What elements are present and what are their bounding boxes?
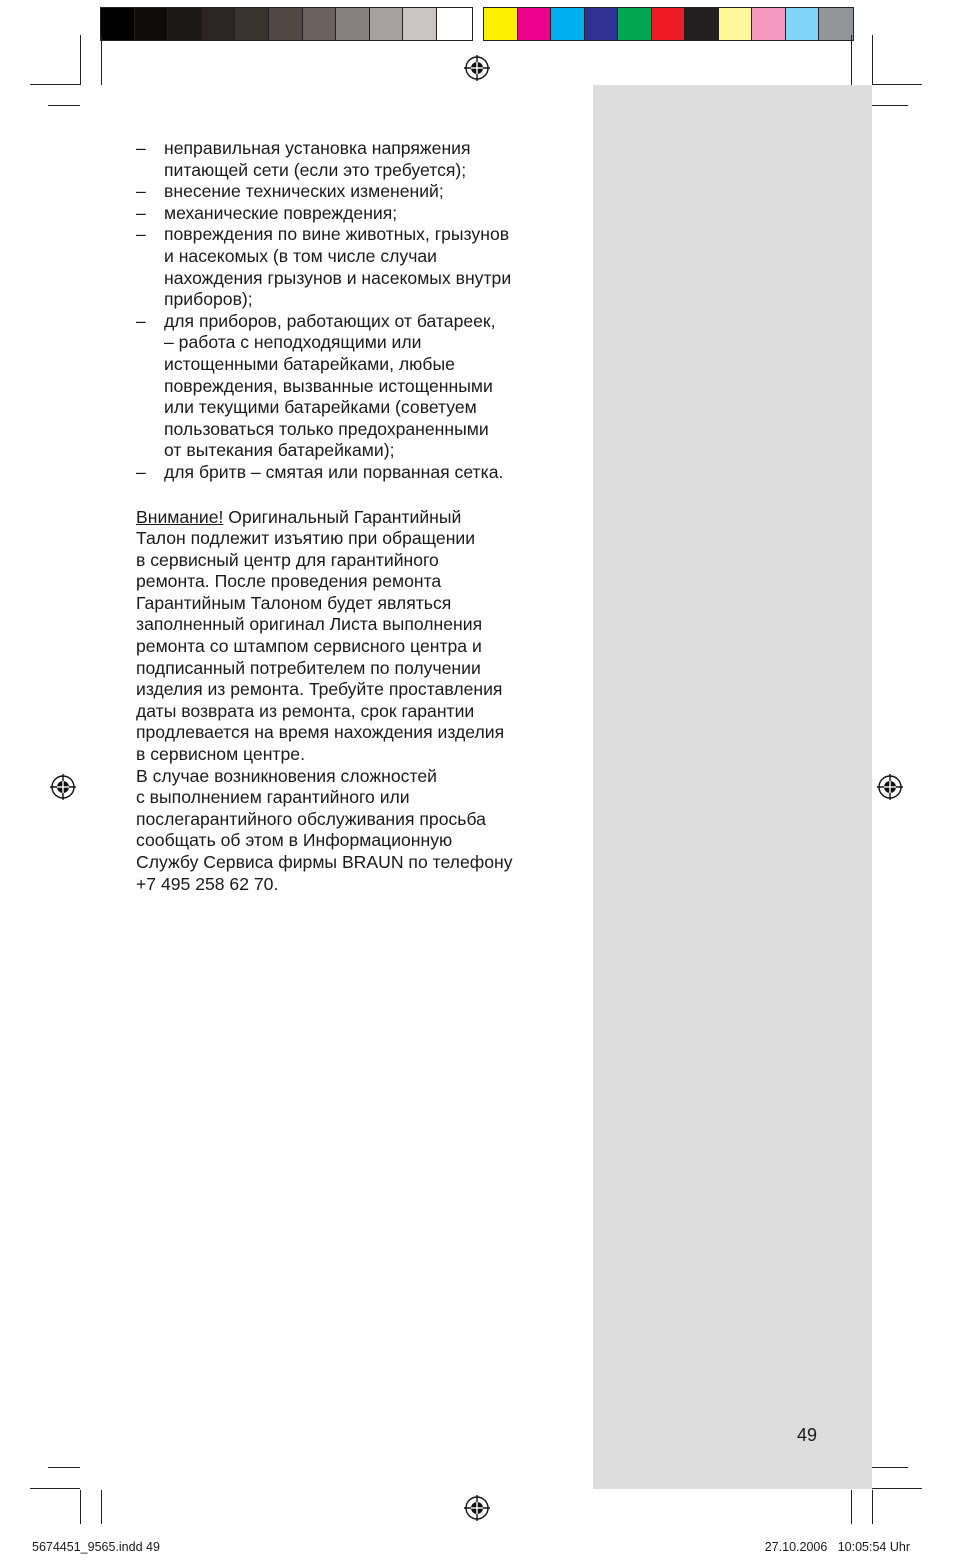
list-item-line: для приборов, работающих от батареек,: [164, 310, 496, 331]
list-item-line: повреждения, вызванные истощенными: [164, 375, 493, 396]
registration-target-icon: [464, 55, 490, 81]
color-swatch: [336, 8, 370, 40]
dash-bullet: –: [136, 181, 146, 202]
notice-line: Талон подлежит изъятию при обращении: [136, 528, 476, 549]
contact-line: сообщать об этом в Информационную: [136, 830, 453, 851]
dash-bullet: –: [136, 461, 146, 482]
list-item-line: нахождения грызунов и насекомых внутри: [164, 267, 512, 288]
list-item-line: пользоваться только предохраненными: [164, 418, 489, 439]
notice-label: Внимание!: [136, 506, 224, 527]
list-item-line: для бритв – смятая или порванная сетка.: [164, 461, 504, 482]
list-item-line: истощенными батарейками, любые: [164, 353, 455, 374]
notice-line: ремонта со штампом сервисного центра и: [136, 636, 482, 657]
color-swatch: [303, 8, 337, 40]
list-item-line: повреждения по вине животных, грызунов: [164, 224, 510, 245]
notice-paragraph: [136, 507, 556, 766]
registration-target-icon: [50, 774, 76, 800]
registration-target-icon: [464, 1495, 490, 1521]
contact-paragraph: [136, 766, 556, 896]
color-swatch: [752, 8, 786, 40]
notice-line: даты возврата из ремонта, срок гарантии: [136, 700, 475, 721]
dash-bullet: –: [136, 202, 146, 223]
color-swatch: [269, 8, 303, 40]
color-swatch: [370, 8, 404, 40]
page-number: 49: [797, 1425, 818, 1445]
color-swatch: [168, 8, 202, 40]
color-swatch: [618, 8, 652, 40]
registration-target-icon: [877, 774, 903, 800]
list-item-line: от вытекания батарейками);: [164, 440, 395, 461]
notice-line: изделия из ремонта. Требуйте проставления: [136, 679, 503, 700]
list-item: [136, 138, 556, 181]
color-swatch: [685, 8, 719, 40]
color-swatch: [719, 8, 753, 40]
warranty-exclusions-list: [136, 138, 556, 484]
list-item-line: – работа с неподходящими или: [164, 332, 422, 353]
color-swatch: [786, 8, 820, 40]
contact-line: с выполнением гарантийного или: [136, 787, 410, 808]
list-item: [136, 224, 556, 310]
color-swatch: [403, 8, 437, 40]
list-item-line: неправильная установка напряжения: [164, 138, 471, 158]
color-swatch: [235, 8, 269, 40]
color-swatch: [135, 8, 169, 40]
dash-bullet: –: [136, 310, 146, 331]
notice-line: заполненный оригинал Листа выполнения: [136, 614, 483, 635]
color-swatch: [518, 8, 552, 40]
list-item-line: питающей сети (если это требуется);: [164, 159, 467, 180]
dash-bullet: –: [136, 224, 146, 245]
contact-line: Службу Сервиса фирмы BRAUN по телефону: [136, 852, 513, 872]
notice-line: продлевается на время нахождения изделия: [136, 722, 505, 743]
notice-line: в сервисном центре.: [136, 744, 305, 765]
color-swatch: [484, 8, 518, 40]
color-swatch: [437, 8, 471, 40]
color-swatch: [101, 8, 135, 40]
grayscale-color-bar: [100, 7, 473, 41]
gray-margin-panel: [593, 85, 872, 1489]
color-swatch: [202, 8, 236, 40]
dash-bullet: –: [136, 138, 146, 158]
notice-line: Гарантийным Талоном будет являться: [136, 592, 452, 613]
process-color-bar: [483, 7, 854, 41]
notice-line: в сервисный центр для гарантийного: [136, 549, 439, 570]
footer-file-name: 5674451_9565.indd 49: [32, 1540, 160, 1554]
list-item: [136, 462, 556, 484]
contact-line: послегарантийного обслуживания просьба: [136, 808, 486, 829]
list-item: [136, 311, 556, 462]
notice-first-line: Оригинальный Гарантийный: [223, 506, 462, 527]
color-swatch: [585, 8, 619, 40]
color-swatch: [551, 8, 585, 40]
list-item-line: приборов);: [164, 289, 253, 310]
contact-line: В случае возникновения сложностей: [136, 765, 437, 786]
color-swatch: [819, 8, 853, 40]
list-item-line: и насекомых (в том числе случаи: [164, 245, 437, 266]
list-item-line: механические повреждения;: [164, 202, 398, 223]
list-item: [136, 181, 556, 203]
notice-line: подписанный потребителем по получении: [136, 657, 481, 678]
list-item: [136, 203, 556, 225]
list-item-line: внесение технических изменений;: [164, 181, 444, 202]
contact-line: +7 495 258 62 70.: [136, 873, 279, 894]
color-swatch: [652, 8, 686, 40]
notice-line: ремонта. После проведения ремонта: [136, 571, 442, 592]
list-item-line: или текущими батарейками (советуем: [164, 397, 477, 418]
warranty-text-column: [136, 138, 556, 895]
footer-timestamp: 27.10.2006 10:05:54 Uhr: [764, 1540, 910, 1554]
